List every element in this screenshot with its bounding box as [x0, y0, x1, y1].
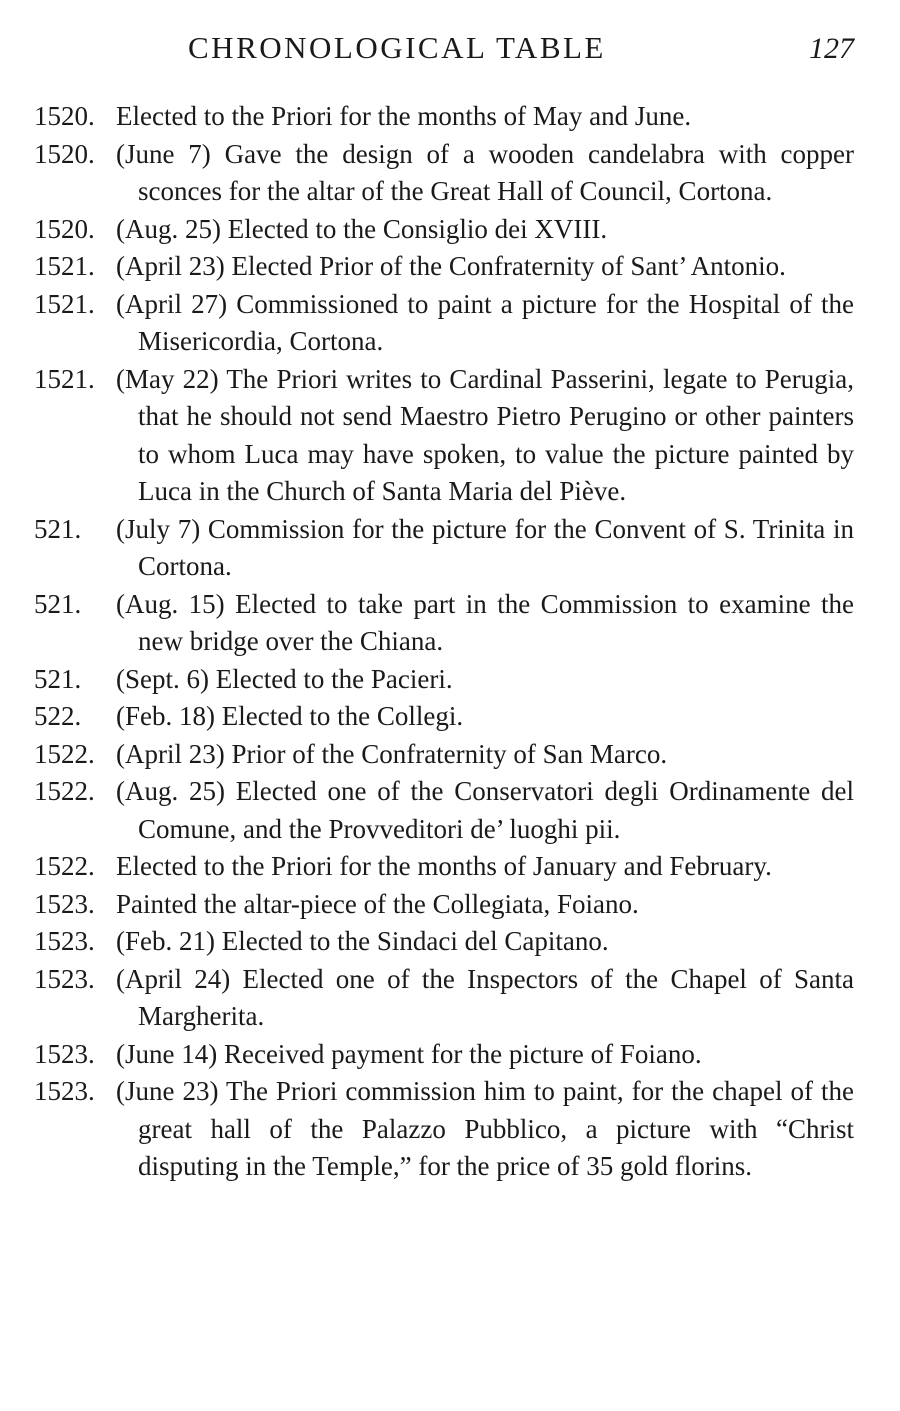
entry-text: (June 7) Gave the design of a wooden candelabra with copper sconces for the altar of the Great Hall of Council, Cortona.	[116, 138, 854, 206]
entry-text: (June 14) Received payment for the picture of Foiano.	[116, 1038, 702, 1069]
entry-text: (Aug. 25) Elected to the Consiglio dei XVIII.	[116, 213, 608, 244]
entry-year: 521.	[34, 663, 82, 694]
entry-text: (Feb. 18) Elected to the Collegi.	[116, 701, 464, 731]
entry-year: 1523.	[34, 1076, 95, 1106]
entry-year: 1521.	[34, 251, 95, 281]
entry-text: (Sept. 6) Elected to the Pacieri.	[116, 663, 453, 694]
entry-text: Elected to the Priori for the months of May and June.	[116, 101, 692, 131]
chronology-entry	[0, 961, 900, 1036]
chronology-entry	[0, 511, 900, 586]
entry-text: (July 7) Commission for the picture for the Convent of S. Trinita in Cortona.	[116, 513, 854, 581]
chronology-entry	[0, 848, 900, 886]
entry-year: 522.	[34, 701, 82, 731]
entry-year: 1521.	[34, 288, 95, 319]
chronology-entry	[0, 1073, 900, 1186]
chronology-entry	[0, 286, 900, 361]
entry-text: (April 27) Commissioned to paint a picture for the Hospital of the Misericordia, Cortona.	[116, 288, 854, 356]
chronology-entry	[0, 736, 900, 774]
chronology-entry	[0, 361, 900, 511]
entry-year: 1521.	[34, 363, 95, 394]
chronology-list	[0, 98, 900, 1186]
chronology-entry	[0, 211, 900, 249]
chronology-entry	[0, 136, 900, 211]
entry-year: 1520.	[34, 101, 95, 131]
entry-text: (Aug. 15) Elected to take part in the Commission to examine the new bridge over the Chiana.	[116, 588, 854, 656]
chronology-entry	[0, 1036, 900, 1074]
entry-year: 1523.	[34, 888, 95, 919]
entry-year: 1522.	[34, 776, 95, 806]
chronology-entry	[0, 98, 900, 136]
page-header	[0, 30, 900, 74]
entry-text: (April 23) Prior of the Confraternity of San Marco.	[116, 738, 668, 769]
entry-year: 521.	[34, 588, 82, 619]
entry-text: (Aug. 25) Elected one of the Conservatori degli Ordinamente del Comune, and the Provveditori de’ luoghi pii.	[116, 776, 854, 844]
entry-text: Elected to the Priori for the months of January and February.	[116, 851, 772, 881]
entry-text: (May 22) The Priori writes to Cardinal Passerini, legate to Perugia, that he should not send Maestro Pietro Perugino or other painters to whom Luca may have spoken, to value the picture painted by Luca in the Church of Santa Maria del Piève.	[116, 363, 854, 506]
entry-year: 1523.	[34, 1038, 95, 1069]
entry-year: 1523.	[34, 926, 95, 956]
entry-year: 1520.	[34, 138, 95, 169]
entry-text: (June 23) The Priori commission him to paint, for the chapel of the great hall of the Palazzo Pubblico, a picture with “Christ disputing in the Temple,” for the price of 35 gold florins.	[116, 1076, 854, 1181]
entry-text: (April 23) Elected Prior of the Confraternity of Sant’ Antonio.	[116, 251, 786, 281]
chronology-entry	[0, 886, 900, 924]
chronology-entry	[0, 923, 900, 961]
entry-year: 1522.	[34, 738, 95, 769]
chronology-entry	[0, 773, 900, 848]
chronology-entry	[0, 248, 900, 286]
page-number: 127	[809, 32, 854, 65]
chronology-entry	[0, 586, 900, 661]
entry-year: 1520.	[34, 213, 95, 244]
chronology-entry	[0, 661, 900, 699]
entry-text: (Feb. 21) Elected to the Sindaci del Capitano.	[116, 926, 609, 956]
running-title: CHRONOLOGICAL TABLE	[188, 30, 606, 65]
entry-year: 1523.	[34, 963, 95, 994]
entry-text: (April 24) Elected one of the Inspectors of the Chapel of Santa Margherita.	[116, 963, 854, 1031]
entry-text: Painted the altar-piece of the Collegiata, Foiano.	[116, 888, 639, 919]
entry-year: 521.	[34, 513, 82, 544]
chronology-entry	[0, 698, 900, 736]
entry-year: 1522.	[34, 851, 95, 881]
